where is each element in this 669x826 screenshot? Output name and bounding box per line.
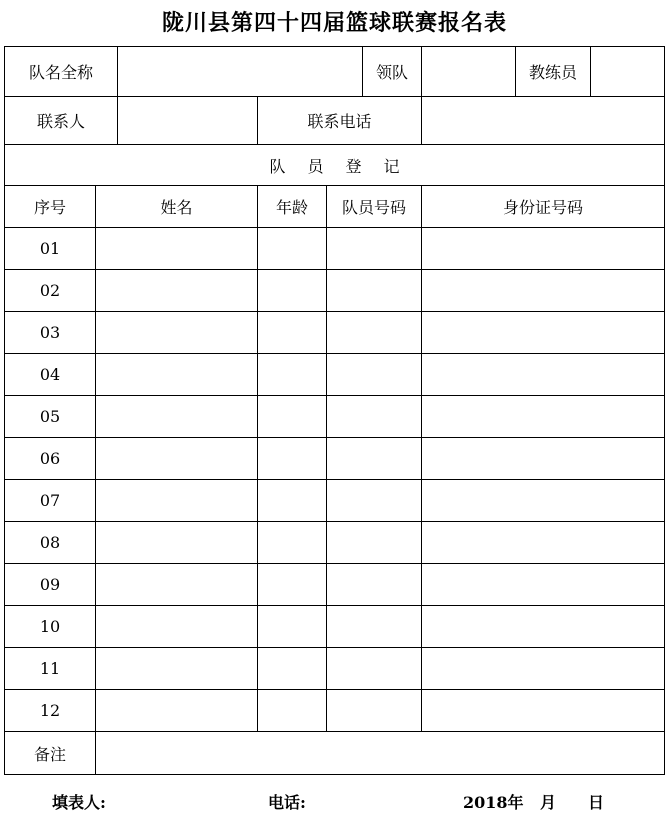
player-id-field[interactable] [422,480,665,522]
player-number-field[interactable] [327,564,422,606]
player-age-field[interactable] [258,648,327,690]
date-month: 月 [540,793,557,812]
info-row-2 [5,97,665,145]
remarks-field[interactable] [96,732,665,775]
column-header-number: 队员号码 [327,186,422,228]
player-name-field[interactable] [96,354,258,396]
player-no: 10 [5,606,96,648]
player-id-field[interactable] [422,648,665,690]
player-age-field[interactable] [258,312,327,354]
player-number-field[interactable] [327,228,422,270]
player-name-field[interactable] [96,228,258,270]
contact-label: 联系人 [5,97,118,145]
player-number-field[interactable] [327,270,422,312]
remarks-row [5,732,665,775]
player-age-field[interactable] [258,564,327,606]
player-number-field[interactable] [327,480,422,522]
player-id-field[interactable] [422,354,665,396]
player-number-field[interactable] [327,690,422,732]
player-age-field[interactable] [258,480,327,522]
phone-field[interactable] [422,97,665,145]
player-row [5,522,665,564]
player-id-field[interactable] [422,606,665,648]
player-name-field[interactable] [96,396,258,438]
player-id-field[interactable] [422,312,665,354]
player-no: 12 [5,690,96,732]
column-header-no: 序号 [5,186,96,228]
section-header-row [5,145,665,186]
player-age-field[interactable] [258,690,327,732]
player-no: 09 [5,564,96,606]
player-row [5,312,665,354]
player-number-field[interactable] [327,396,422,438]
form-title: 陇川县第四十四届篮球联赛报名表 [161,10,507,36]
player-no: 11 [5,648,96,690]
player-row [5,438,665,480]
leader-label: 领队 [363,47,422,97]
contact-field[interactable] [118,97,258,145]
player-no: 04 [5,354,96,396]
leader-field[interactable] [422,47,516,97]
player-no: 06 [5,438,96,480]
player-id-field[interactable] [422,438,665,480]
player-row [5,564,665,606]
player-age-field[interactable] [258,228,327,270]
player-name-field[interactable] [96,480,258,522]
player-no: 07 [5,480,96,522]
team-name-field[interactable] [118,47,363,97]
player-row [5,480,665,522]
player-row [5,270,665,312]
section-title [5,145,665,186]
coach-field[interactable] [591,47,665,97]
player-no: 01 [5,228,96,270]
player-number-field[interactable] [327,522,422,564]
player-age-field[interactable] [258,270,327,312]
player-age-field[interactable] [258,438,327,480]
player-name-field[interactable] [96,606,258,648]
player-name-field[interactable] [96,648,258,690]
player-name-field[interactable] [96,438,258,480]
player-rows [5,228,665,732]
player-no: 05 [5,396,96,438]
player-row [5,690,665,732]
filler-label: 填表人: [52,793,106,812]
player-id-field[interactable] [422,228,665,270]
player-row [5,396,665,438]
info-row-1 [5,47,665,97]
player-id-field[interactable] [422,522,665,564]
player-age-field[interactable] [258,606,327,648]
player-no: 08 [5,522,96,564]
player-number-field[interactable] [327,606,422,648]
phone-label: 联系电话 [258,97,422,145]
remarks-label: 备注 [5,732,96,775]
player-name-field[interactable] [96,564,258,606]
registration-table [4,46,665,775]
column-header-row [5,186,665,228]
player-row [5,354,665,396]
form-footer [0,790,669,814]
player-age-field[interactable] [258,522,327,564]
team-name-label: 队名全称 [5,47,118,97]
column-header-age: 年龄 [258,186,327,228]
coach-label: 教练员 [516,47,591,97]
player-id-field[interactable] [422,564,665,606]
player-number-field[interactable] [327,354,422,396]
player-row [5,228,665,270]
player-no: 03 [5,312,96,354]
player-name-field[interactable] [96,312,258,354]
footer-phone-label: 电话: [268,793,306,812]
player-id-field[interactable] [422,270,665,312]
player-number-field[interactable] [327,438,422,480]
player-name-field[interactable] [96,690,258,732]
player-row [5,648,665,690]
column-header-id: 身份证号码 [422,186,665,228]
player-number-field[interactable] [327,648,422,690]
player-age-field[interactable] [258,396,327,438]
player-age-field[interactable] [258,354,327,396]
player-row [5,606,665,648]
player-no: 02 [5,270,96,312]
player-id-field[interactable] [422,396,665,438]
player-name-field[interactable] [96,270,258,312]
section-title-text: 队员登记 [269,156,422,176]
player-id-field[interactable] [422,690,665,732]
player-name-field[interactable] [96,522,258,564]
player-number-field[interactable] [327,312,422,354]
date-year: 2018年 [463,793,524,812]
date-day: 日 [588,793,605,812]
column-header-name: 姓名 [96,186,258,228]
